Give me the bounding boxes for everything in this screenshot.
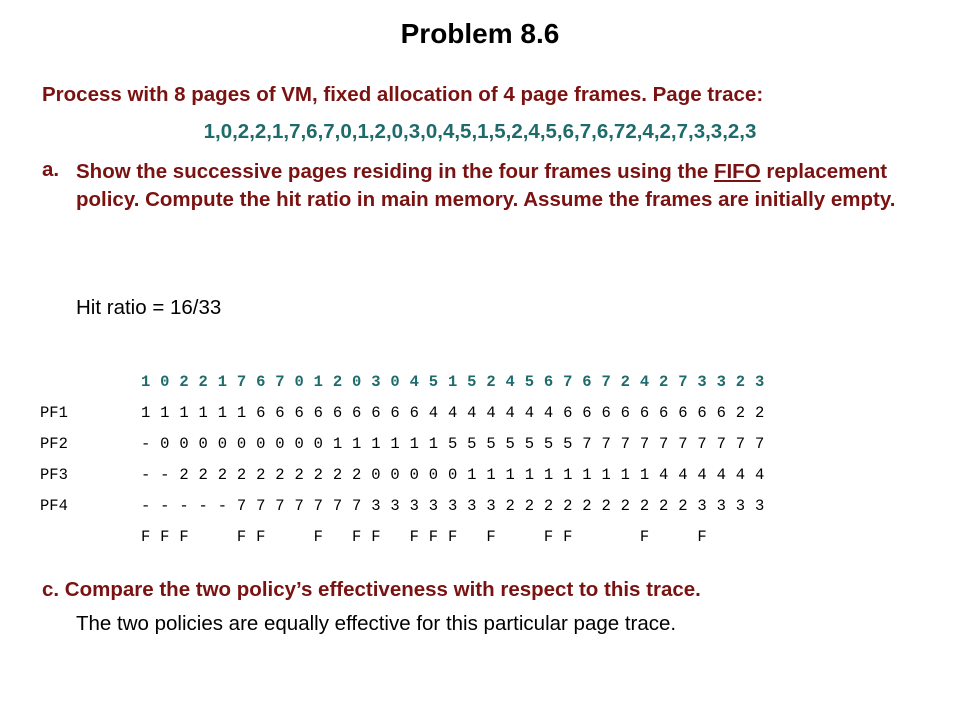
frame-cell: 7: [678, 434, 688, 453]
part-a-text-after: replacement policy. Compute the hit ratio in main memory. Assume the frames are initially empty.: [76, 160, 896, 211]
frame-cell: 2: [179, 465, 189, 484]
trace-page-cell: 3: [754, 372, 765, 391]
frame-cell: 6: [639, 403, 650, 422]
frame-cell: 6: [563, 403, 573, 422]
frame-cell: 2: [543, 496, 554, 515]
trace-page-cell: 7: [236, 372, 247, 391]
frame-cell: 6: [371, 403, 381, 422]
frame-cell: 2: [582, 496, 592, 515]
frame-cell: 7: [697, 434, 707, 453]
trace-page-cell: 1: [313, 372, 323, 391]
frame-cell: 6: [294, 403, 304, 422]
frame-cell: 6: [332, 403, 343, 422]
frame-cell: 2: [256, 465, 266, 484]
frame-cell: 2: [659, 496, 669, 515]
trace-page-cell: 4: [639, 372, 650, 391]
frame-cell: 0: [371, 465, 381, 484]
frame-cell: 2: [505, 496, 515, 515]
frame-cell: 6: [409, 403, 419, 422]
fault-cell: F: [563, 527, 573, 546]
fault-cell: F: [140, 527, 151, 546]
frame-cell: -: [140, 434, 151, 453]
frame-cell: 1: [140, 403, 151, 422]
fault-cell: [213, 521, 232, 552]
fault-cell: F: [352, 527, 362, 546]
page-frame-table: [40, 366, 769, 552]
frame-cell: 1: [390, 434, 400, 453]
trace-page-cell: 2: [659, 372, 669, 391]
trace-page-cell: 2: [332, 372, 343, 391]
frame-cell: -: [140, 496, 151, 515]
frame-row-pf1: [40, 397, 769, 428]
fault-cell: F: [486, 527, 496, 546]
frame-cell: 4: [735, 465, 746, 484]
fault-cell: [385, 521, 404, 552]
row-label: PF4: [40, 496, 68, 515]
frame-cell: 2: [236, 465, 247, 484]
trace-page-cell: 1: [217, 372, 227, 391]
frame-cell: 1: [236, 403, 247, 422]
frame-cell: 4: [543, 403, 554, 422]
frame-cell: -: [160, 496, 170, 515]
frame-cell: 2: [352, 465, 362, 484]
frame-cell: 3: [697, 496, 707, 515]
trace-page-cell: 6: [543, 372, 554, 391]
frame-cell: 1: [524, 465, 534, 484]
part-c-answer: The two policies are equally effective for this particular page trace.: [76, 612, 677, 635]
trace-page-cell: 5: [467, 372, 477, 391]
fault-cell: F: [447, 527, 458, 546]
frame-cell: 3: [716, 496, 726, 515]
frame-cell: 0: [409, 465, 419, 484]
frame-cell: 0: [179, 434, 189, 453]
frame-cell: 2: [217, 465, 227, 484]
frame-cell: -: [160, 465, 170, 484]
frame-cell: 2: [620, 496, 630, 515]
frame-cell: 7: [313, 496, 323, 515]
frame-cell: 7: [620, 434, 630, 453]
frame-cell: 7: [754, 434, 765, 453]
fault-cell: [462, 521, 481, 552]
frame-cell: 4: [716, 465, 726, 484]
frame-cell: 0: [275, 434, 285, 453]
frame-cell: 7: [236, 496, 247, 515]
frame-cell: 6: [620, 403, 630, 422]
fault-row: [40, 521, 769, 552]
trace-page-cell: 1: [140, 372, 151, 391]
frame-cell: 1: [217, 403, 227, 422]
frame-cell: 0: [294, 434, 304, 453]
frame-cell: 7: [601, 434, 611, 453]
frame-cell: 2: [524, 496, 534, 515]
frame-cell: 1: [582, 465, 592, 484]
page-title: Problem 8.6: [400, 18, 560, 49]
trace-page-cell: 0: [294, 372, 304, 391]
frame-cell: 1: [467, 465, 477, 484]
frame-cell: 3: [486, 496, 496, 515]
fault-cell: [673, 521, 692, 552]
frame-cell: 4: [524, 403, 534, 422]
frame-cell: 4: [428, 403, 439, 422]
trace-page-cell: 2: [620, 372, 630, 391]
frame-cell: 1: [601, 465, 611, 484]
trace-page-cell: 7: [275, 372, 285, 391]
problem-intro: Process with 8 pages of VM, fixed allocation of 4 page frames. Page trace:: [42, 83, 764, 106]
frame-cell: 2: [198, 465, 208, 484]
part-a-text-before: Show the successive pages residing in the four frames using the: [76, 160, 714, 183]
fault-cell: F: [428, 527, 439, 546]
frame-cell: 1: [486, 465, 496, 484]
row-label: PF2: [40, 434, 68, 453]
frame-cell: 4: [754, 465, 765, 484]
frame-cell: -: [198, 496, 208, 515]
frame-cell: 7: [639, 434, 650, 453]
part-c-label: c. Compare the two policy’s effectiveness with respect to this trace.: [42, 578, 701, 601]
frame-cell: 0: [313, 434, 323, 453]
page-trace: 1,0,2,2,1,7,6,7,0,1,2,0,3,0,4,5,1,5,2,4,5,6,7,6,72,4,2,7,3,3,2,3: [203, 120, 757, 143]
frame-cell: 0: [236, 434, 247, 453]
table-header-row: [40, 366, 769, 397]
header-corner: [40, 366, 136, 397]
frame-cell: 4: [447, 403, 458, 422]
fault-cell: [290, 521, 309, 552]
frame-cell: 1: [409, 434, 419, 453]
frame-cell: 6: [352, 403, 362, 422]
frame-cell: 2: [332, 465, 343, 484]
part-a-text: [76, 158, 896, 214]
frame-cell: 0: [447, 465, 458, 484]
frame-row-pf4: [40, 490, 769, 521]
frame-cell: 0: [198, 434, 208, 453]
frame-cell: 5: [486, 434, 496, 453]
frame-cell: 5: [543, 434, 554, 453]
trace-page-cell: 0: [160, 372, 170, 391]
frame-cell: 6: [678, 403, 688, 422]
frame-cell: 5: [505, 434, 515, 453]
frame-cell: 6: [256, 403, 266, 422]
frame-cell: 6: [313, 403, 323, 422]
frame-cell: 4: [678, 465, 688, 484]
frame-cell: 7: [294, 496, 304, 515]
trace-page-cell: 5: [524, 372, 534, 391]
frame-cell: 1: [505, 465, 515, 484]
frame-cell: 1: [428, 434, 439, 453]
frame-cell: 2: [754, 403, 765, 422]
fault-cell: F: [697, 527, 707, 546]
frame-cell: 5: [467, 434, 477, 453]
fault-cell: [750, 521, 769, 552]
fault-cell: F: [179, 527, 189, 546]
frame-row-pf2: [40, 428, 769, 459]
frame-cell: 1: [639, 465, 650, 484]
trace-page-cell: 6: [256, 372, 266, 391]
part-a-label: a.: [42, 158, 60, 181]
trace-page-cell: 7: [563, 372, 573, 391]
frame-cell: 1: [563, 465, 573, 484]
frame-cell: 0: [217, 434, 227, 453]
fault-cell: F: [371, 527, 381, 546]
fault-cell: F: [236, 527, 247, 546]
frame-cell: 2: [275, 465, 285, 484]
frame-cell: 1: [352, 434, 362, 453]
trace-page-cell: 5: [428, 372, 439, 391]
frame-cell: 5: [524, 434, 534, 453]
frame-cell: 1: [179, 403, 189, 422]
frame-cell: 1: [332, 434, 343, 453]
frame-cell: 7: [332, 496, 343, 515]
fault-cell: F: [639, 527, 650, 546]
trace-page-cell: 2: [198, 372, 208, 391]
frame-cell: 3: [409, 496, 419, 515]
frame-cell: 4: [505, 403, 515, 422]
frame-cell: 0: [160, 434, 170, 453]
policy-name: FIFO: [713, 160, 761, 183]
frame-cell: 2: [294, 465, 304, 484]
frame-cell: 0: [390, 465, 400, 484]
trace-page-cell: 3: [716, 372, 726, 391]
frame-cell: 3: [428, 496, 439, 515]
frame-cell: 4: [659, 465, 669, 484]
fault-cell: [597, 521, 616, 552]
frame-cell: 6: [697, 403, 707, 422]
trace-page-cell: 2: [486, 372, 496, 391]
trace-page-cell: 2: [735, 372, 746, 391]
trace-page-cell: 7: [601, 372, 611, 391]
row-label: PF3: [40, 465, 68, 484]
frame-cell: 1: [371, 434, 381, 453]
frame-cell: 2: [601, 496, 611, 515]
frame-cell: 7: [275, 496, 285, 515]
trace-page-cell: 4: [505, 372, 515, 391]
frame-cell: 0: [256, 434, 266, 453]
frame-cell: 3: [447, 496, 458, 515]
frame-cell: 6: [716, 403, 726, 422]
frame-cell: 5: [447, 434, 458, 453]
fault-cell: [712, 521, 731, 552]
frame-cell: -: [179, 496, 189, 515]
frame-cell: 6: [659, 403, 669, 422]
frame-cell: 3: [390, 496, 400, 515]
trace-page-cell: 0: [352, 372, 362, 391]
fault-cell: F: [160, 527, 170, 546]
frame-cell: 7: [716, 434, 726, 453]
hit-ratio: Hit ratio = 16/33: [76, 296, 222, 319]
fault-cell: [654, 521, 673, 552]
fault-cell: [577, 521, 596, 552]
fault-cell: [616, 521, 635, 552]
frame-cell: 2: [313, 465, 323, 484]
row-label: [40, 521, 136, 552]
frame-cell: 1: [543, 465, 554, 484]
frame-cell: 7: [256, 496, 266, 515]
fault-cell: [501, 521, 520, 552]
fault-cell: F: [543, 527, 554, 546]
frame-cell: 3: [467, 496, 477, 515]
fault-cell: [520, 521, 539, 552]
frame-cell: 4: [697, 465, 707, 484]
frame-cell: 2: [735, 403, 746, 422]
frame-cell: 1: [620, 465, 630, 484]
frame-cell: 7: [352, 496, 362, 515]
trace-page-cell: 0: [390, 372, 400, 391]
frame-cell: 6: [601, 403, 611, 422]
frame-cell: -: [140, 465, 151, 484]
frame-cell: 6: [582, 403, 592, 422]
frame-cell: 1: [198, 403, 208, 422]
frame-cell: 1: [160, 403, 170, 422]
frame-cell: 7: [582, 434, 592, 453]
frame-cell: 3: [735, 496, 746, 515]
fault-cell: F: [409, 527, 419, 546]
frame-cell: 3: [754, 496, 765, 515]
row-label: PF1: [40, 403, 68, 422]
frame-cell: 4: [467, 403, 477, 422]
trace-page-cell: 1: [447, 372, 458, 391]
frame-cell: 6: [275, 403, 285, 422]
frame-cell: 0: [428, 465, 439, 484]
trace-page-cell: 3: [371, 372, 381, 391]
frame-row-pf3: [40, 459, 769, 490]
frame-cell: -: [217, 496, 227, 515]
fault-cell: [194, 521, 213, 552]
frame-cell: 2: [563, 496, 573, 515]
fault-cell: F: [313, 527, 323, 546]
frame-cell: 4: [486, 403, 496, 422]
fault-cell: F: [256, 527, 266, 546]
frame-cell: 3: [371, 496, 381, 515]
frame-cell: 2: [639, 496, 650, 515]
trace-page-cell: 6: [582, 372, 592, 391]
frame-cell: 2: [678, 496, 688, 515]
frame-cell: 7: [659, 434, 669, 453]
frame-cell: 6: [390, 403, 400, 422]
frame-cell: 7: [735, 434, 746, 453]
fault-cell: [270, 521, 289, 552]
trace-page-cell: 3: [697, 372, 707, 391]
trace-page-cell: 2: [179, 372, 189, 391]
fault-cell: [328, 521, 347, 552]
fault-cell: [731, 521, 750, 552]
frame-cell: 5: [563, 434, 573, 453]
trace-page-cell: 4: [409, 372, 419, 391]
trace-page-cell: 7: [678, 372, 688, 391]
